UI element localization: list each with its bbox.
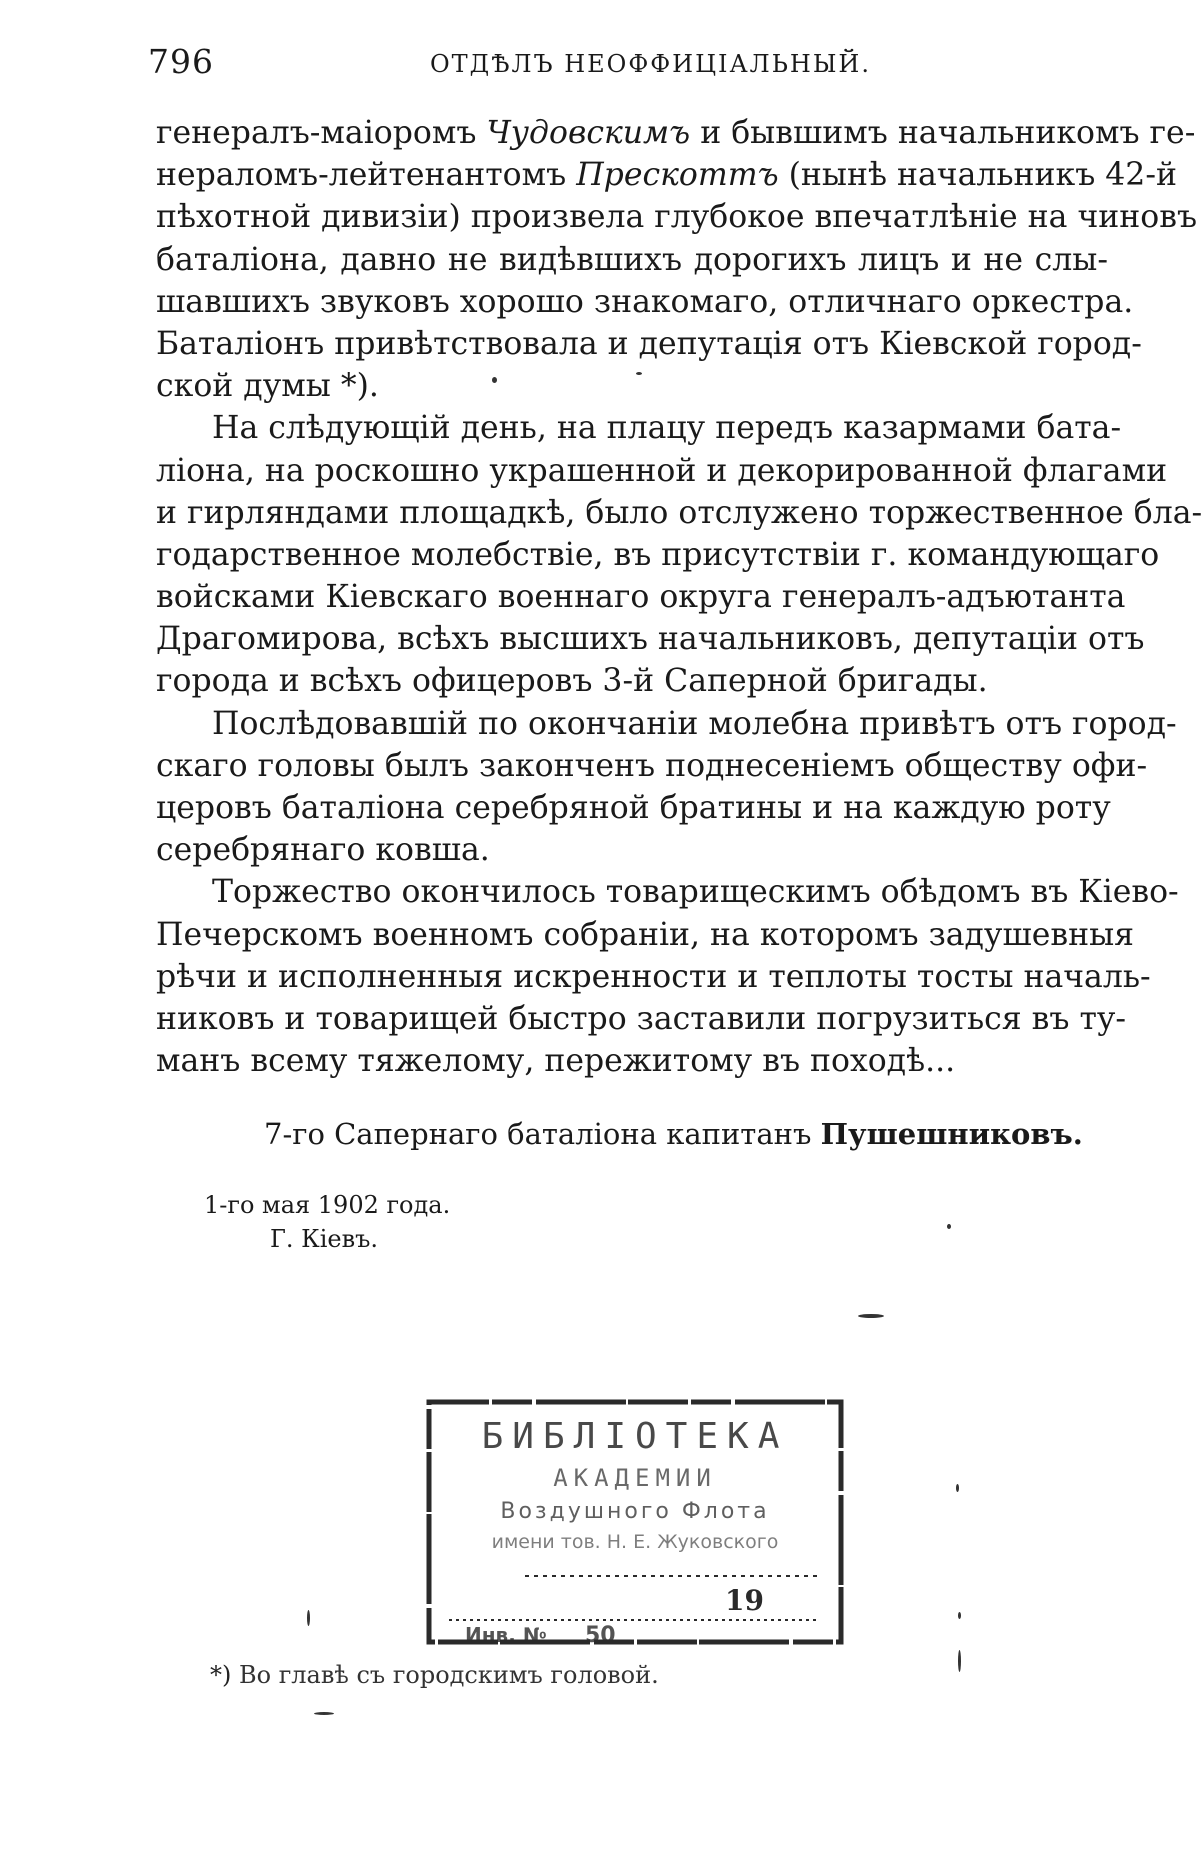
scan-speck [492,377,497,383]
svg-text:АКАДЕМИИ: АКАДЕМИИ [553,1464,717,1492]
svg-text:Воздушного Флота: Воздушного Флота [500,1499,770,1524]
text-line: войсками Кіевскаго военнаго округа генералъ-адъютанта [156,579,1126,616]
dateline-place: Г. Кіевъ. [270,1225,379,1253]
text-line: церовъ баталіона серебряной братины и на каждую роту [156,790,1111,826]
svg-text:Инв. №: Инв. № [465,1623,547,1647]
text-line: Торжество окончилось товарищескимъ обѣдомъ въ Кіево- [212,874,1179,911]
text-line: На слѣдующій день, на плацу передъ казармами бата- [212,410,1122,447]
text-line: скаго головы былъ законченъ поднесеніемъ обществу офи- [156,747,1148,784]
italic-name: Прескоттъ [576,157,779,194]
svg-text:имени тов. Н. Е. Жуковского: имени тов. Н. Е. Жуковского [491,1531,779,1553]
svg-text:БИБЛІОТЕКА: БИБЛІОТЕКА [481,1416,789,1457]
text-line: баталіона, давно не видѣвшихъ дорогихъ лицъ и не слы- [156,241,1108,278]
text-line: нераломъ-лейтенантомъ Прескоттъ (нынѣ начальникъ 42-й [156,157,1177,194]
signature-rank: 7-го Сапернаго баталіона капитанъ [264,1117,821,1151]
text-line: шавшихъ звуковъ хорошо знакомаго, отличнаго оркестра. [156,283,1134,320]
text-line: и гирляндами площадкѣ, было отслужено торжественное бла- [156,494,1202,531]
dateline [204,1188,450,1256]
text-line: ской думы *). [156,368,379,405]
text-line: пѣхотной дивизіи) произвела глубокое впечатлѣніе на чиновъ [156,199,1198,236]
signature [264,1117,1083,1151]
footnote-text: Во главѣ съ городскимъ головой. [239,1661,659,1689]
signature-name: Пушешниковъ. [820,1117,1083,1151]
svg-text:19: 19 [725,1584,764,1617]
text-line: города и всѣхъ офицеровъ 3-й Саперной бригады. [156,663,988,700]
footnote [210,1661,659,1689]
text-line: никовъ и товарищей быстро заставили погрузиться въ ту- [156,1000,1127,1037]
scan-speck [636,372,642,375]
text-line: Печерскомъ военномъ собраніи, на которомъ задушевныя [156,916,1135,953]
running-head: ОТДѢЛЪ НЕОФФИЦІАЛЬНЫЙ. [430,50,871,78]
scan-speck [958,1612,961,1619]
text-line: манъ всему тяжелому, пережитому въ походѣ... [156,1043,956,1080]
svg-text:50: 50 [585,1623,616,1648]
italic-name: Чудовскимъ [486,115,691,151]
scan-speck [307,1610,310,1626]
page-number: 796 [148,42,214,81]
scan-speck [956,1484,959,1492]
text-line: Баталіонъ привѣтствовала и депутація отъ Кіевской город- [156,325,1142,362]
scan-speck [858,1314,884,1318]
footnote-marker: *) [210,1661,232,1689]
library-stamp [425,1398,845,1646]
body-text [156,112,1202,1082]
scan-speck [314,1712,334,1715]
text-line: Драгомирова, всѣхъ высшихъ начальниковъ, депутаціи отъ [156,621,1145,658]
text-line: серебрянаго ковша. [156,832,490,869]
text-line: рѣчи и исполненныя искренности и теплоты тосты началь- [156,958,1151,995]
scan-speck [958,1650,961,1672]
text-line: годарственное молебствіе, въ присутствіи г. командующаго [156,536,1160,573]
scan-speck [947,1224,951,1229]
text-line: генералъ-маіоромъ Чудовскимъ и бывшимъ начальникомъ ге- [156,115,1196,151]
text-line: Послѣдовавшій по окончаніи молебна привѣтъ отъ город- [212,705,1177,742]
dateline-date: 1-го мая 1902 года. [204,1191,451,1219]
text-line: ліона, на роскошно украшенной и декорированной флагами [156,452,1168,489]
